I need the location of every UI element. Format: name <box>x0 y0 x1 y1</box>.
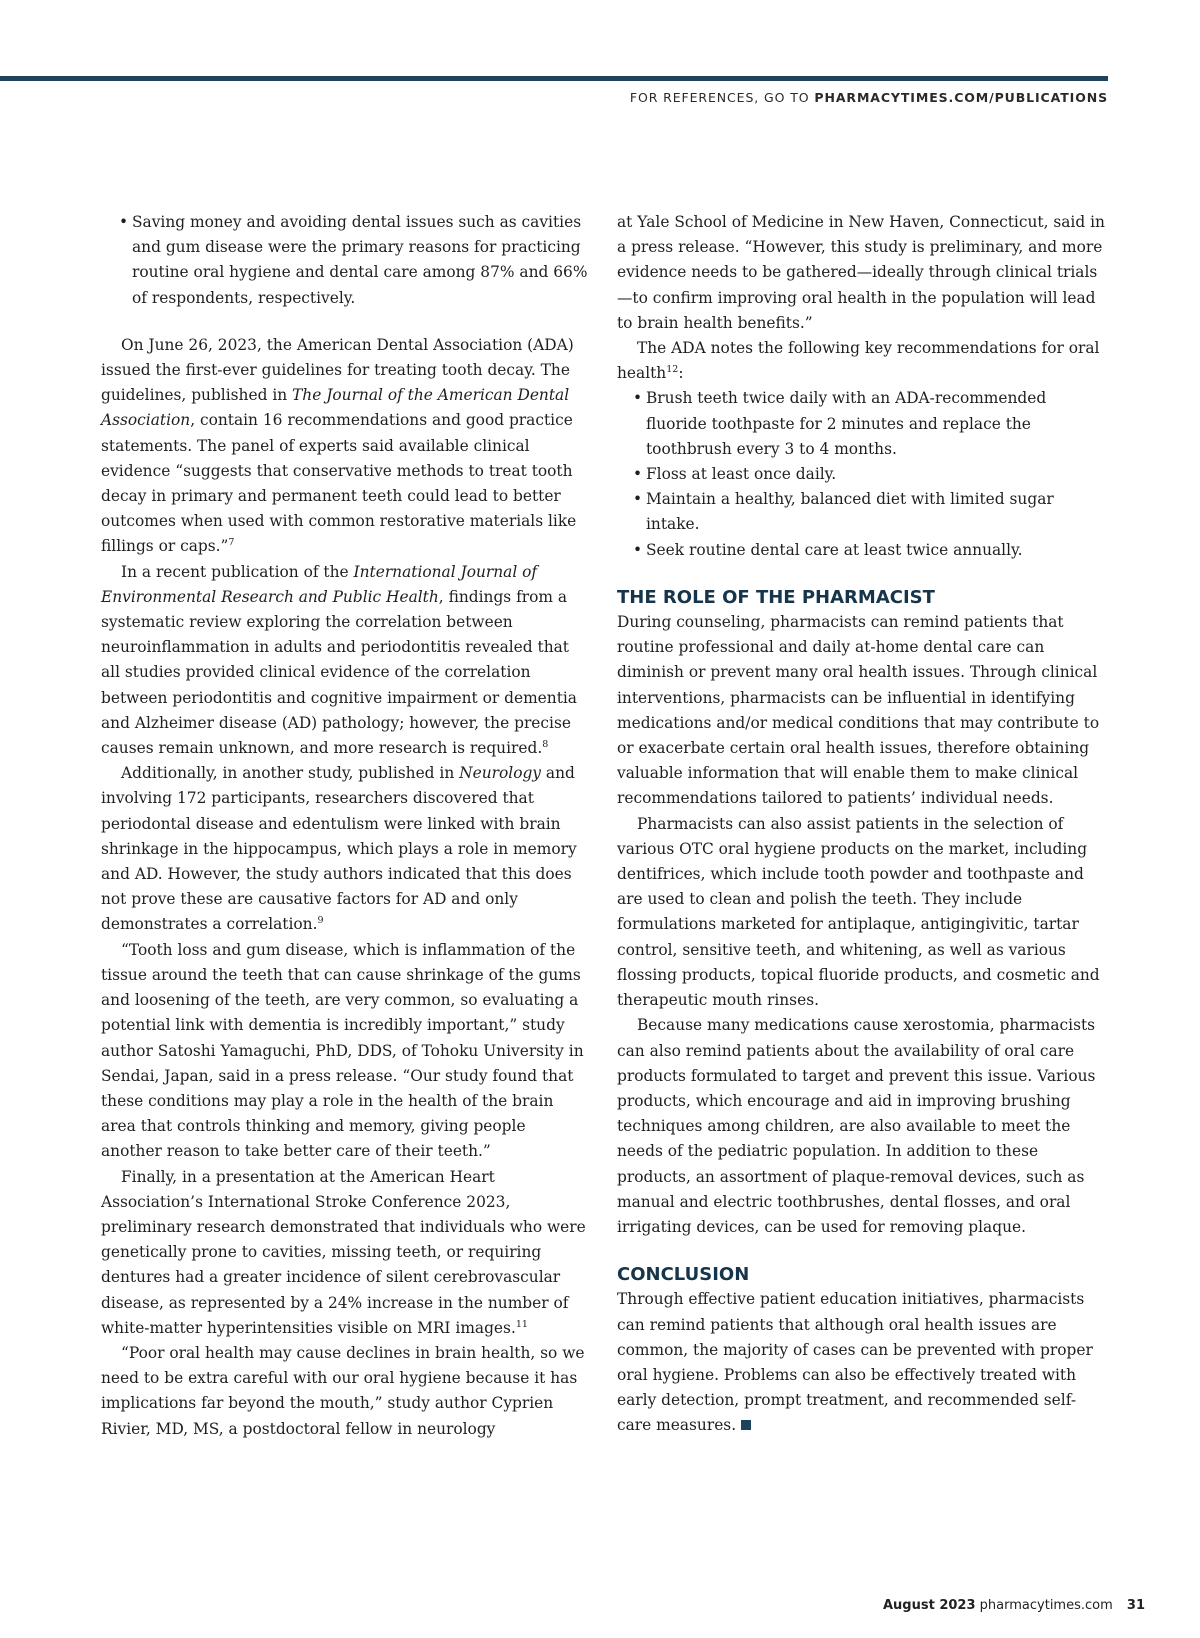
issue-date: August 2023 <box>882 1598 976 1613</box>
paragraph-xerostomia: Because many medications cause xerostomia, pharmacists can also remind patients about the availability of oral care products formulated to target and prevent this issue. Various products, which encourage and aid in improving brushing techniques among children, are also available to meet the needs of the pediatric population. In addition to these products, an assortment of plaque-removal devices, such as manual and electric toothbrushes, dental flosses, and oral irrigating devices, can be used for removing plaque. <box>617 1016 1096 1236</box>
references-note <box>630 90 1108 105</box>
text-run: , findings from a systematic review exploring the correlation between neuroinflammation in adults and periodontitis revealed that all studies provided clinical evidence of the correlation between periodontitis and cognitive impairment or dementia and Alzheimer disease (AD) pathology; however, the precise causes remain unknown, and more research is required. <box>101 587 577 758</box>
text-run: and involving 172 participants, researchers discovered that periodontal disease and edentulism were linked with brain shrinkage in the hippocampus, which plays a role in memory and AD. However, the study authors indicated that this does not prove these are causative factors for AD and only demonstrates a correlation. <box>101 764 577 934</box>
paragraph-yamaguchi-quote: “Tooth loss and gum disease, which is inflammation of the tissue around the teeth that can cause shrinkage of the gums and loosening of the teeth, are very common, so evaluating a potential link with dementia is incredibly important,” study author Satoshi Yamaguchi, PhD, DDS, of Tohoku University in Sendai, Japan, said in a press release. “Our study found that these conditions may play a role in the health of the brain area that controls thinking and memory, giving people another reason to take better care of their teeth.” <box>101 940 584 1161</box>
paragraph-rivier-quote: “Poor oral health may cause declines in brain health, so we need to be extra careful with our oral hygiene because it has implications far beyond the mouth,” study author Cyprien Rivier, MD, MS, a postdoctoral fellow in neurology <box>101 1343 585 1438</box>
footer-site[interactable]: pharmacytimes.com <box>979 1598 1113 1613</box>
top-rule <box>0 76 1108 81</box>
list-item: • Floss at least once daily. <box>633 462 1108 487</box>
list-item: • Brush teeth twice daily with an ADA-recommended fluoride toothpaste for 2 minutes and replace the toothbrush every 3 to 4 months. <box>633 386 1108 462</box>
left-bullet-list <box>101 210 588 311</box>
text-run: Finally, in a presentation at the American Heart Association’s International Stroke Conference 2023, preliminary research demonstrated that individuals who were genetically prone to cavities, missing teeth, or requiring dentures had a greater incidence of silent cerebrovascular disease, as represented by a 24% increase in the number of white-matter hyperintensities visible on MRI images. <box>101 1167 586 1337</box>
paragraph-neurology-study <box>101 761 588 937</box>
reference-number: 12 <box>666 364 679 376</box>
page-number: 31 <box>1126 1598 1145 1613</box>
journal-title: Neurology <box>459 764 542 783</box>
paragraph-yale-continuation: at Yale School of Medicine in New Haven, Connecticut, said in a press release. “However, this study is preliminary, and more evidence needs to be gathered—ideally through clinical trials—to confirm improving oral health in the population will lead to brain health benefits.” <box>617 213 1105 332</box>
paragraph-ada-guidelines <box>101 333 588 560</box>
bullet-item: • Saving money and avoiding dental issues such as cavities and gum disease were the primary reasons for practicing routine oral hygiene and dental care among 87% and 66% of respondents, respectively. <box>119 210 588 311</box>
reference-number: 8 <box>542 739 549 751</box>
text-run: , contain 16 recommendations and good practice statements. The panel of experts said available clinical evidence “suggests that conservative methods to treat tooth decay in primary and permanent teeth could lead to better outcomes when used with common restorative materials like fillings or caps.” <box>101 411 577 556</box>
heading-conclusion: CONCLUSION <box>617 1264 750 1286</box>
text-run: Additionally, in another study, published in <box>121 764 460 783</box>
paragraph-otc-products: Pharmacists can also assist patients in the selection of various OTC oral hygiene products on the market, including dentifrices, which include tooth powder and toothpaste and are used to clean and polish the teeth. They include formulations marketed for antiplaque, antigingivitic, tartar control, sensitive teeth, and whitening, as well as various flossing products, topical fluoride products, and cosmetic and therapeutic mouth rinses. <box>617 814 1100 1010</box>
text-run: The ADA notes the following key recommendations for oral health <box>617 339 1100 383</box>
list-item: • Maintain a healthy, balanced diet with limited sugar intake. <box>633 487 1108 537</box>
paragraph-neuroinflammation <box>101 560 588 762</box>
reference-number: 11 <box>515 1318 528 1330</box>
references-url[interactable]: PHARMACYTIMES.COM/PUBLICATIONS <box>814 90 1108 105</box>
list-item: • Seek routine dental care at least twice annually. <box>633 538 1108 563</box>
page-footer <box>883 1598 1145 1613</box>
text-run: Through effective patient education initiatives, pharmacists can remind patients that although oral health issues are common, the majority of cases can be prevented with proper oral hygiene. Problems can also be effectively treated with early detection, prompt treatment, and recommended self-care measures. <box>617 1290 1093 1435</box>
text-run: On June 26, 2023, the American Dental Association (ADA) issued the first-ever guidelines for treating tooth decay. The guidelines, published in <box>101 335 574 405</box>
reference-number: 9 <box>317 915 324 927</box>
left-column <box>101 210 588 1442</box>
text-run: In a recent publication of the <box>121 562 354 581</box>
paragraph-counseling: During counseling, pharmacists can remind patients that routine professional and daily at-home dental care can diminish or prevent many oral health issues. Through clinical interventions, pharmacists can be influential in identifying medications and/or medical conditions that may contribute to or exacerbate certain oral health issues, therefore obtaining valuable information that will enable them to make clinical recommendations tailored to patients’ individual needs. <box>617 613 1100 808</box>
paragraph-conclusion <box>617 1287 1108 1438</box>
heading-role-of-pharmacist: THE ROLE OF THE PHARMACIST <box>617 586 935 608</box>
journal-title: The Journal of the American Dental Association <box>101 386 570 430</box>
text-run: : <box>678 364 684 383</box>
recommendations-list <box>617 386 1108 562</box>
journal-title: International Journal of Environmental Research and Public Health <box>101 562 538 606</box>
references-prefix: FOR REFERENCES, GO TO <box>629 90 810 105</box>
right-column <box>617 210 1108 1439</box>
reference-number: 7 <box>228 537 235 549</box>
end-mark-icon <box>741 1420 751 1430</box>
paragraph-ada-recommendations <box>617 336 1108 386</box>
paragraph-stroke-conference <box>101 1165 588 1341</box>
